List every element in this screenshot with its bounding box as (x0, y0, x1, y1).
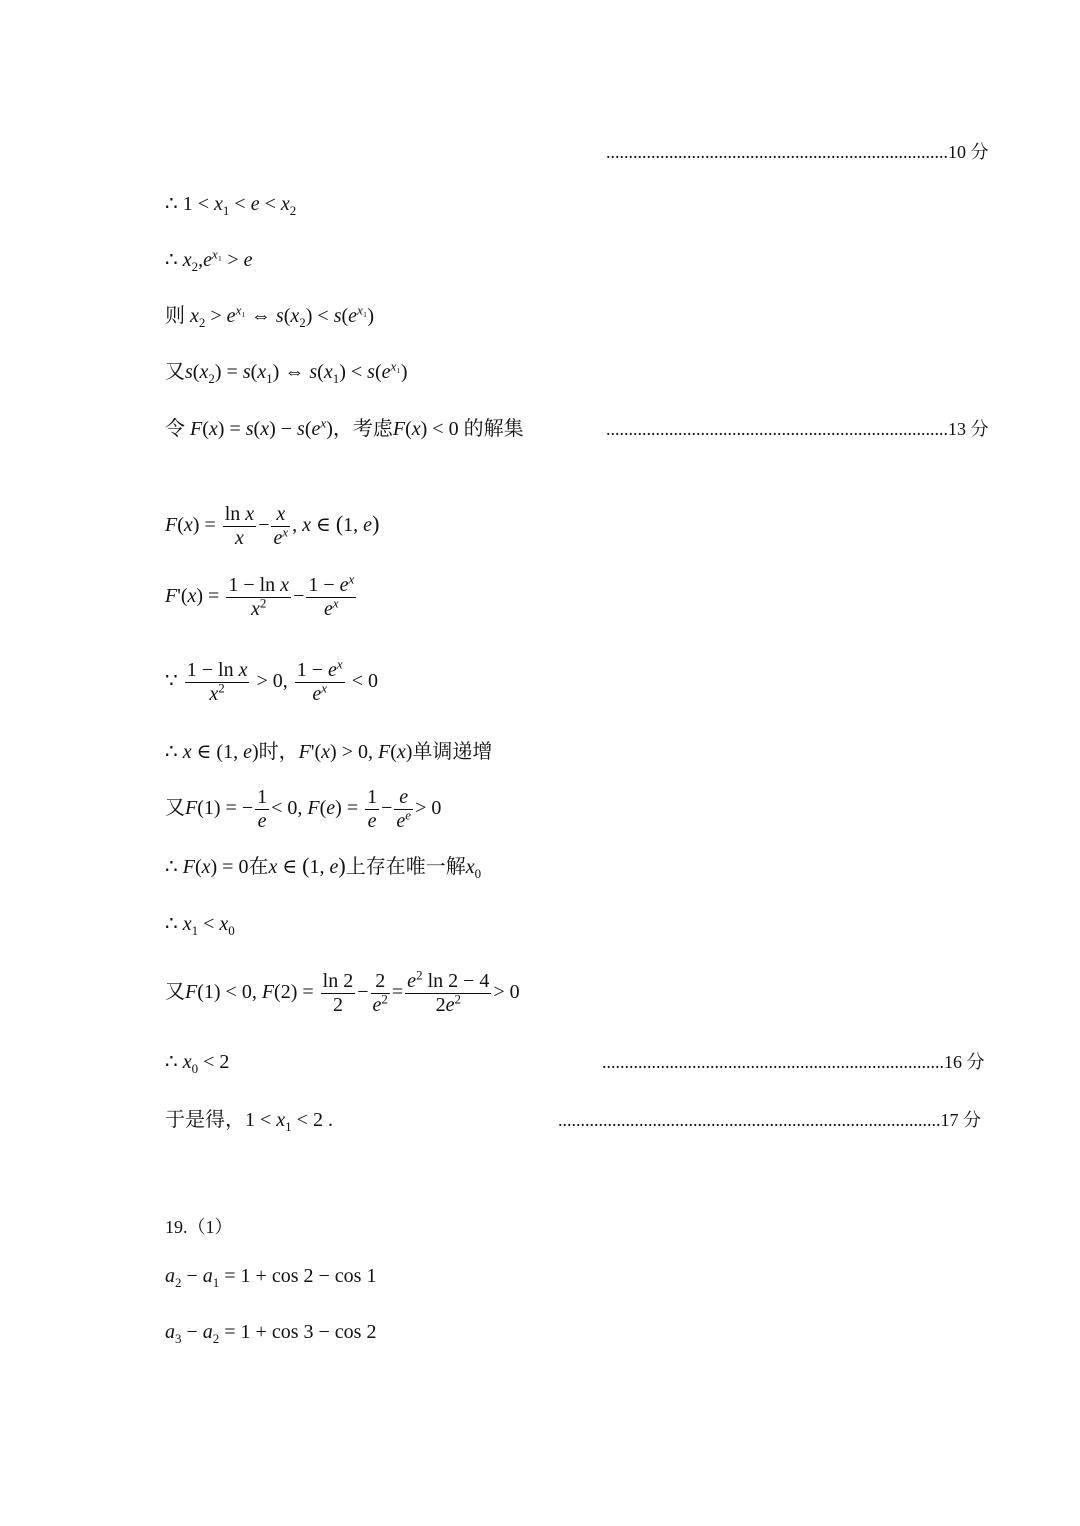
zai-label: 在 (248, 856, 269, 878)
step-5: 令 $F(x) = s(x) - s(e^x)$，考虑F(x) < 0 的解集 (165, 415, 524, 440)
step-16: $a_2 - a_1 = 1 + \cos 2 - \cos 1$ (165, 1265, 377, 1290)
step-6: F(x) = $\frac{\text{ln x}}{x}$ − $\frac{x}{e^x}$ , x ∈ (1, e) (165, 503, 380, 549)
therefore-symbol: ∴ (165, 913, 178, 935)
score-13: ............................................................................13 分 (606, 419, 989, 439)
step-12: ∴ $x_1 < x_0$ (165, 913, 235, 938)
step-10: 又F(1) = − $\frac{1}{e}$ < 0, F(e) = $\frac{1}{e}$ − $\frac{e}{e^e}$ > 0 (165, 786, 442, 832)
step-17: $a_3 - a_2 = 1 + \cos 3 - \cos 2$ (165, 1321, 377, 1346)
step-8: ∵ $\frac{\text{1 − ln x}}{x^2}$ > 0, $\frac{1 - e^x}{e^x}$ < 0 (165, 656, 378, 705)
step-11: ∴ F(x) = 0在x ∈ (1, e)上存在唯一解$x_0$ (165, 853, 482, 881)
ling-label: 令 (165, 418, 185, 440)
step-4: 又$s(x_2) = s(x_1)$ ⇔ $s(x_1) < s(e^{x_1})$ (165, 358, 408, 386)
therefore-symbol: ∴ (165, 1051, 178, 1073)
step-13: 又F(1) < 0, F(2) = $\frac{\ln 2}{2}$ − $\frac{2}{e^2}$ = $\frac{e^2 \ln 2 - 4}{2e^2}$ > 0 (165, 967, 520, 1016)
step-3: 则 $x_2 > e^{x_1}$ ⇔ $s(x_2) < s(e^{x_1})$ (165, 302, 375, 330)
when-label: 时， (258, 741, 299, 763)
therefore-symbol: ∴ (165, 193, 178, 215)
ze-label: 则 (165, 305, 185, 327)
score-16: ............................................................................16 分 (602, 1052, 985, 1072)
exists-unique-label: 上存在唯一解 (345, 856, 466, 878)
you-label: 又 (165, 361, 185, 383)
question-19-heading: 19.（1） (165, 1217, 233, 1237)
consider-label: ，考虑 (332, 418, 393, 440)
conclusion-label: 于是得， (165, 1109, 245, 1131)
step-1: ∴ $1 < x_1 < e < x_2$ (165, 193, 297, 218)
step-15: 于是得，$1 < x_1 < 2$ . (165, 1109, 333, 1134)
mono-inc-label: 单调递增 (412, 741, 493, 763)
therefore-symbol: ∴ (165, 741, 178, 763)
step-14: ∴ $x_0 < 2$ (165, 1051, 230, 1076)
score-17: .....................................................................................17 分 (558, 1110, 981, 1130)
step-2: ∴ $x_2,e^{x_1} > e$ (165, 246, 253, 274)
therefore-symbol: ∴ (165, 249, 178, 271)
because-symbol: ∵ (165, 670, 178, 693)
score-10: ............................................................................10 分 (606, 142, 989, 162)
therefore-symbol: ∴ (165, 856, 178, 878)
you-label: 又 (165, 981, 185, 1004)
step-7: F'(x) = $\frac{\text{1 − ln x}}{x^2}$ − $\frac{1 - e^x}{e^x}$ (165, 571, 355, 620)
solution-set-label: 的解集 (463, 418, 524, 440)
you-label: 又 (165, 797, 185, 820)
step-9: ∴ x ∈ (1, e)时，F'(x) > 0, F(x)单调递增 (165, 741, 493, 763)
